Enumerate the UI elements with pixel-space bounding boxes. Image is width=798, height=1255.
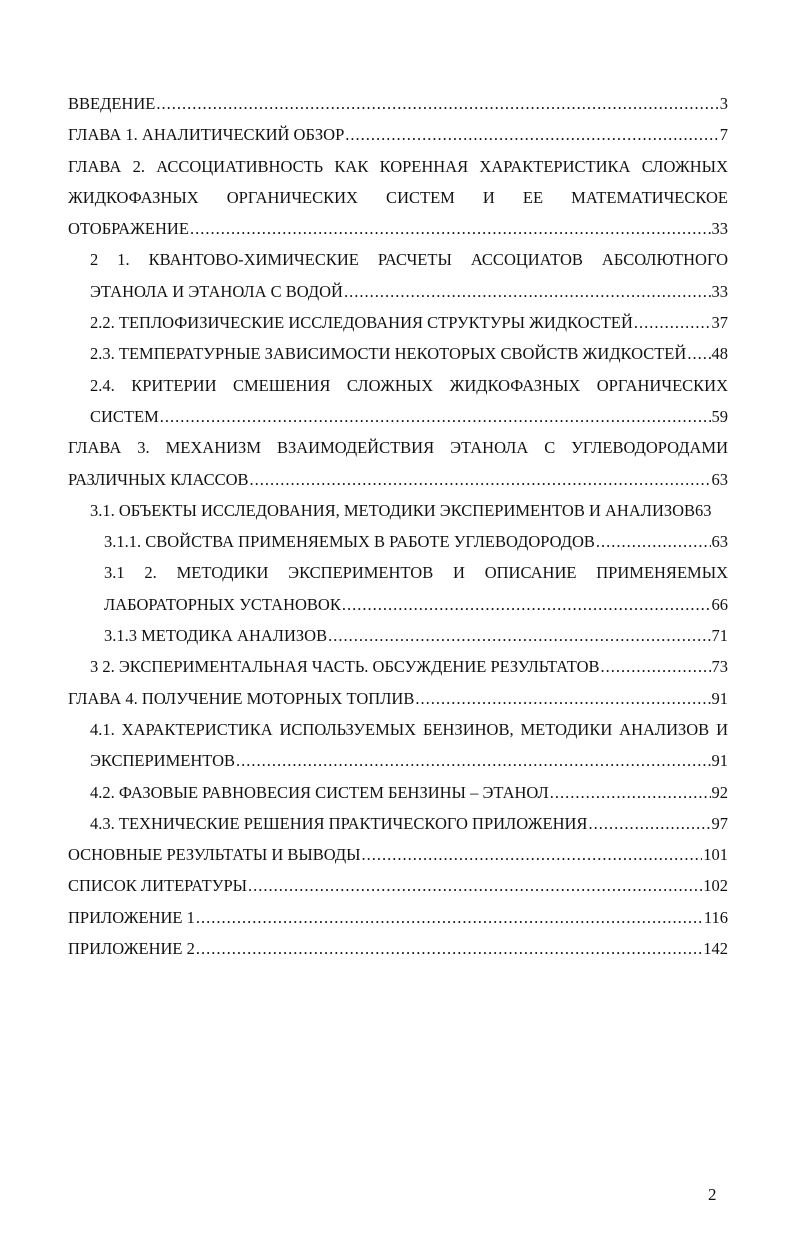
toc-page-number: 71 [711,626,728,646]
toc-page-number: 97 [711,813,728,833]
toc-page-number: 63 [695,500,712,520]
toc-entry-introduction: ВВЕДЕНИЕ ..... 3 [68,88,728,119]
toc-page-number: 116 [703,907,728,927]
toc-page-number: 33 [711,281,728,301]
toc-page-number: 66 [711,594,728,614]
toc-page-number: 48 [711,344,728,364]
toc-entry-section-3-2: 3 2. ЭКСПЕРИМЕНТАЛЬНАЯ ЧАСТЬ. ОБСУЖДЕНИЕ РЕЗУЛЬТАТОВ ..... 73 [68,651,728,682]
toc-page-number: 102 [703,876,728,896]
toc-entry-section-4-2: 4.2. ФАЗОВЫЕ РАВНОВЕСИЯ СИСТЕМ БЕНЗИНЫ – ЭТАНОЛ ..... 92 [68,777,728,808]
toc-page-number: 37 [711,313,728,333]
toc-entry-section-4-3: 4.3. ТЕХНИЧЕСКИЕ РЕШЕНИЯ ПРАКТИЧЕСКОГО ПРИЛОЖЕНИЯ ..... 97 [68,808,728,839]
toc-page-number: 63 [711,532,728,552]
toc-page-number: 3 [719,94,728,113]
toc-page-number: 91 [711,688,728,708]
toc-entry-section-2-3: 2.3. ТЕМПЕРАТУРНЫЕ ЗАВИСИМОСТИ НЕКОТОРЫХ СВОЙСТВ ЖИДКОСТЕЙ ..... 48 [68,338,728,369]
toc-entry-section-3-1-2: 3.1 2. МЕТОДИКИ ЭКСПЕРИМЕНТОВ И ОПИСАНИЕ ПРИМЕНЯЕМЫХ ЛАБОРАТОРНЫХ УСТАНОВОК ..... 66 [68,557,728,620]
toc-page-number: 7 [719,125,728,145]
toc-page-number: 33 [711,219,728,239]
table-of-contents [68,88,728,964]
toc-page-number: 91 [711,751,728,771]
toc-page-number: 73 [711,657,728,677]
toc-entry-appendix-1: ПРИЛОЖЕНИЕ 1 ..... 116 [68,902,728,933]
toc-page-number: 92 [711,782,728,802]
toc-entry-chapter-4: ГЛАВА 4. ПОЛУЧЕНИЕ МОТОРНЫХ ТОПЛИВ ..... 91 [68,683,728,714]
toc-entry-chapter-1: ГЛАВА 1. АНАЛИТИЧЕСКИЙ ОБЗОР ..... 7 [68,119,728,150]
toc-entry-chapter-2: ГЛАВА 2. АССОЦИАТИВНОСТЬ КАК КОРЕННАЯ ХАРАКТЕРИСТИКА СЛОЖНЫХ ЖИДКОФАЗНЫХ ОРГАНИЧЕСКИХ СИСТЕМ И ЕЕ МАТЕМАТИЧЕСКОЕ ОТОБРАЖЕНИЕ ..... 33 [68,151,728,245]
toc-entry-section-3-1-3: 3.1.3 МЕТОДИКА АНАЛИЗОВ ..... 71 [68,620,728,651]
toc-entry-section-3-1: 3.1. ОБЪЕКТЫ ИССЛЕДОВАНИЯ, МЕТОДИКИ ЭКСПЕРИМЕНТОВ И АНАЛИЗОВ 63 [68,495,728,526]
toc-entry-appendix-2: ПРИЛОЖЕНИЕ 2 ..... 142 [68,933,728,964]
toc-entry-references: СПИСОК ЛИТЕРАТУРЫ ..... 102 [68,870,728,901]
toc-entry-section-2-2: 2.2. ТЕПЛОФИЗИЧЕСКИЕ ИССЛЕДОВАНИЯ СТРУКТУРЫ ЖИДКОСТЕЙ ..... 37 [68,307,728,338]
toc-page-number: 101 [703,845,728,865]
toc-entry-section-3-1-1: 3.1.1. СВОЙСТВА ПРИМЕНЯЕМЫХ В РАБОТЕ УГЛЕВОДОРОДОВ ..... 63 [68,526,728,557]
toc-page-number: 142 [703,939,728,959]
toc-entry-chapter-3: ГЛАВА 3. МЕХАНИЗМ ВЗАИМОДЕЙСТВИЯ ЭТАНОЛА С УГЛЕВОДОРОДАМИ РАЗЛИЧНЫХ КЛАССОВ ..... 63 [68,432,728,495]
toc-entry-section-2-4: 2.4. КРИТЕРИИ СМЕШЕНИЯ СЛОЖНЫХ ЖИДКОФАЗНЫХ ОРГАНИЧЕСКИХ СИСТЕМ ..... 59 [68,370,728,433]
toc-entry-section-2-1: 2 1. КВАНТОВО-ХИМИЧЕСКИЕ РАСЧЕТЫ АССОЦИАТОВ АБСОЛЮТНОГО ЭТАНОЛА И ЭТАНОЛА С ВОДОЙ ..... 33 [68,244,728,307]
toc-entry-section-4-1: 4.1. ХАРАКТЕРИСТИКА ИСПОЛЬЗУЕМЫХ БЕНЗИНОВ, МЕТОДИКИ АНАЛИЗОВ И ЭКСПЕРИМЕНТОВ ..... 91 [68,714,728,777]
toc-page-number: 63 [711,469,728,489]
toc-page-number: 59 [711,406,728,426]
page-number: 2 [708,1185,717,1204]
toc-entry-results: ОСНОВНЫЕ РЕЗУЛЬТАТЫ И ВЫВОДЫ ..... 101 [68,839,728,870]
